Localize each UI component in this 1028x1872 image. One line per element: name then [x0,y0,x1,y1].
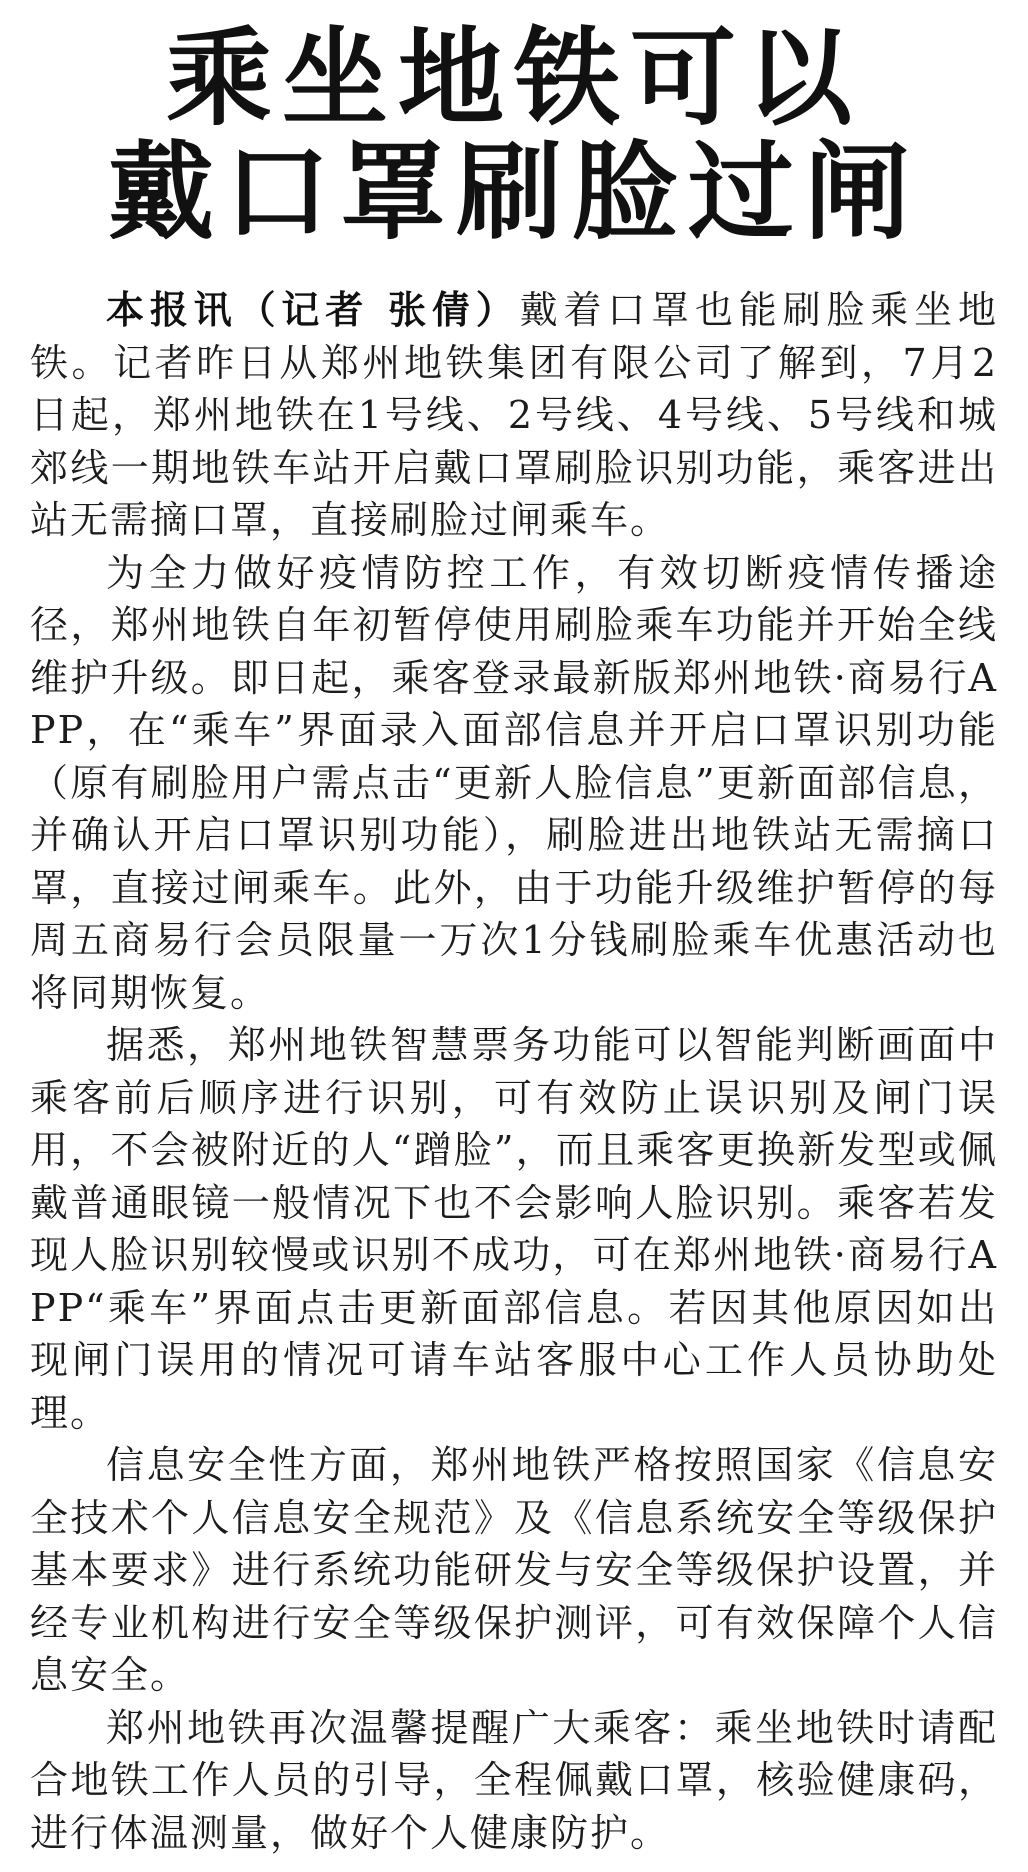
headline-line-1: 乘坐地铁可以 [166,17,862,140]
paragraph-5: 郑州地铁再次温馨提醒广大乘客：乘坐地铁时请配合地铁工作人员的引导，全程佩戴口罩，核验健康码，进行体温测量，做好个人健康防护。 [30,1705,998,1855]
paragraph-2: 为全力做好疫情防控工作，有效切断疫情传播途径，郑州地铁自年初暂停使用刷脸乘车功能并开始全线维护升级。即日起，乘客登录最新版郑州地铁·商易行APP，在“乘车”界面录入面部信息并开启口罩识别功能（原有刷脸用户需点击“更新人脸信息”更新面部信息，并确认开启口罩识别功能），刷脸进出地铁站无需摘口罩，直接过闸乘车。此外，由于功能升级维护暂停的每周五商易行会员限量一万次1分钱刷脸乘车优惠活动也将同期恢复。 [30,550,998,1015]
paragraph-1 [30,284,998,547]
headline-line-2: 戴口罩刷脸过闸 [108,131,920,254]
paragraph-3: 据悉，郑州地铁智慧票务功能可以智能判断画面中乘客前后顺序进行识别，可有效防止误识别及闸门误用，不会被附近的人“蹭脸”，而且乘客更换新发型或佩戴普通眼镜一般情况下也不会影响人脸识别。乘客若发现人脸识别较慢或识别不成功，可在郑州地铁·商易行APP“乘车”界面点击更新面部信息。若因其他原因如出现闸门误用的情况可请车站客服中心工作人员协助处理。 [30,1023,998,1435]
paragraph-1-text: 戴着口罩也能刷脸乘坐地铁。记者昨日从郑州地铁集团有限公司了解到，7月2日起，郑州地铁在1号线、2号线、4号线、5号线和城郊线一期地铁车站开启戴口罩刷脸识别功能，乘客进出站无需摘口罩，直接刷脸过闸乘车。 [30,288,998,542]
article-body [30,284,998,1859]
dateline-lead: 本报讯（记者 张倩） [106,288,520,332]
headline [30,17,998,254]
paragraph-4: 信息安全性方面，郑州地铁严格按照国家《信息安全技术个人信息安全规范》及《信息系统安全等级保护基本要求》进行系统功能研发与安全等级保护设置，并经专业机构进行安全等级保护测评，可有效保障个人信息安全。 [30,1443,998,1697]
